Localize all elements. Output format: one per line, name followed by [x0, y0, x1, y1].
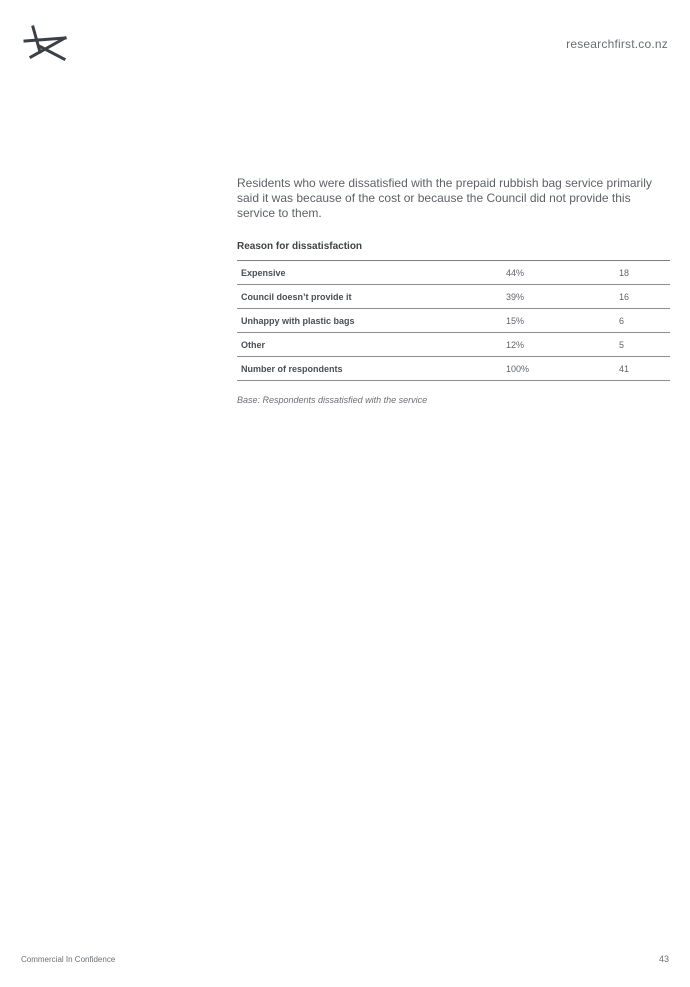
- research-first-logo-icon: [22, 24, 68, 62]
- percent-cell: 100%: [506, 363, 530, 374]
- table-row-total: [237, 357, 670, 381]
- confidentiality-label: Commercial In Confidence: [21, 955, 116, 964]
- base-note: Base: Respondents dissatisfied with the service: [237, 395, 428, 405]
- count-cell: 41: [619, 363, 630, 374]
- percent-cell: 15%: [506, 315, 525, 326]
- reason-cell: Number of respondents: [237, 357, 491, 381]
- dissatisfaction-table: [237, 260, 670, 381]
- table-row: [237, 309, 670, 333]
- percent-cell: 12%: [506, 339, 525, 350]
- table-row: [237, 333, 670, 357]
- table-title: Reason for dissatisfaction: [237, 241, 363, 252]
- page-number: 43: [658, 954, 669, 964]
- site-url: researchfirst.co.nz: [566, 37, 668, 51]
- count-cell: 5: [619, 339, 625, 350]
- percent-cell: 39%: [506, 291, 525, 302]
- reason-cell: Council doesn’t provide it: [237, 285, 491, 309]
- count-cell: 18: [619, 267, 630, 278]
- reason-cell: Expensive: [237, 261, 491, 285]
- table-row: [237, 285, 670, 309]
- reason-cell: Other: [237, 333, 491, 357]
- main-content: [237, 176, 670, 405]
- count-cell: 6: [619, 315, 625, 326]
- percent-cell: 44%: [506, 267, 525, 278]
- intro-paragraph: Residents who were dissatisfied with the prepaid rubbish bag service primarily said it was because of the cost or because the Council did not provide this service to them.: [237, 176, 652, 220]
- count-cell: 16: [619, 291, 630, 302]
- reason-cell: Unhappy with plastic bags: [237, 309, 491, 333]
- table-row: [237, 261, 670, 285]
